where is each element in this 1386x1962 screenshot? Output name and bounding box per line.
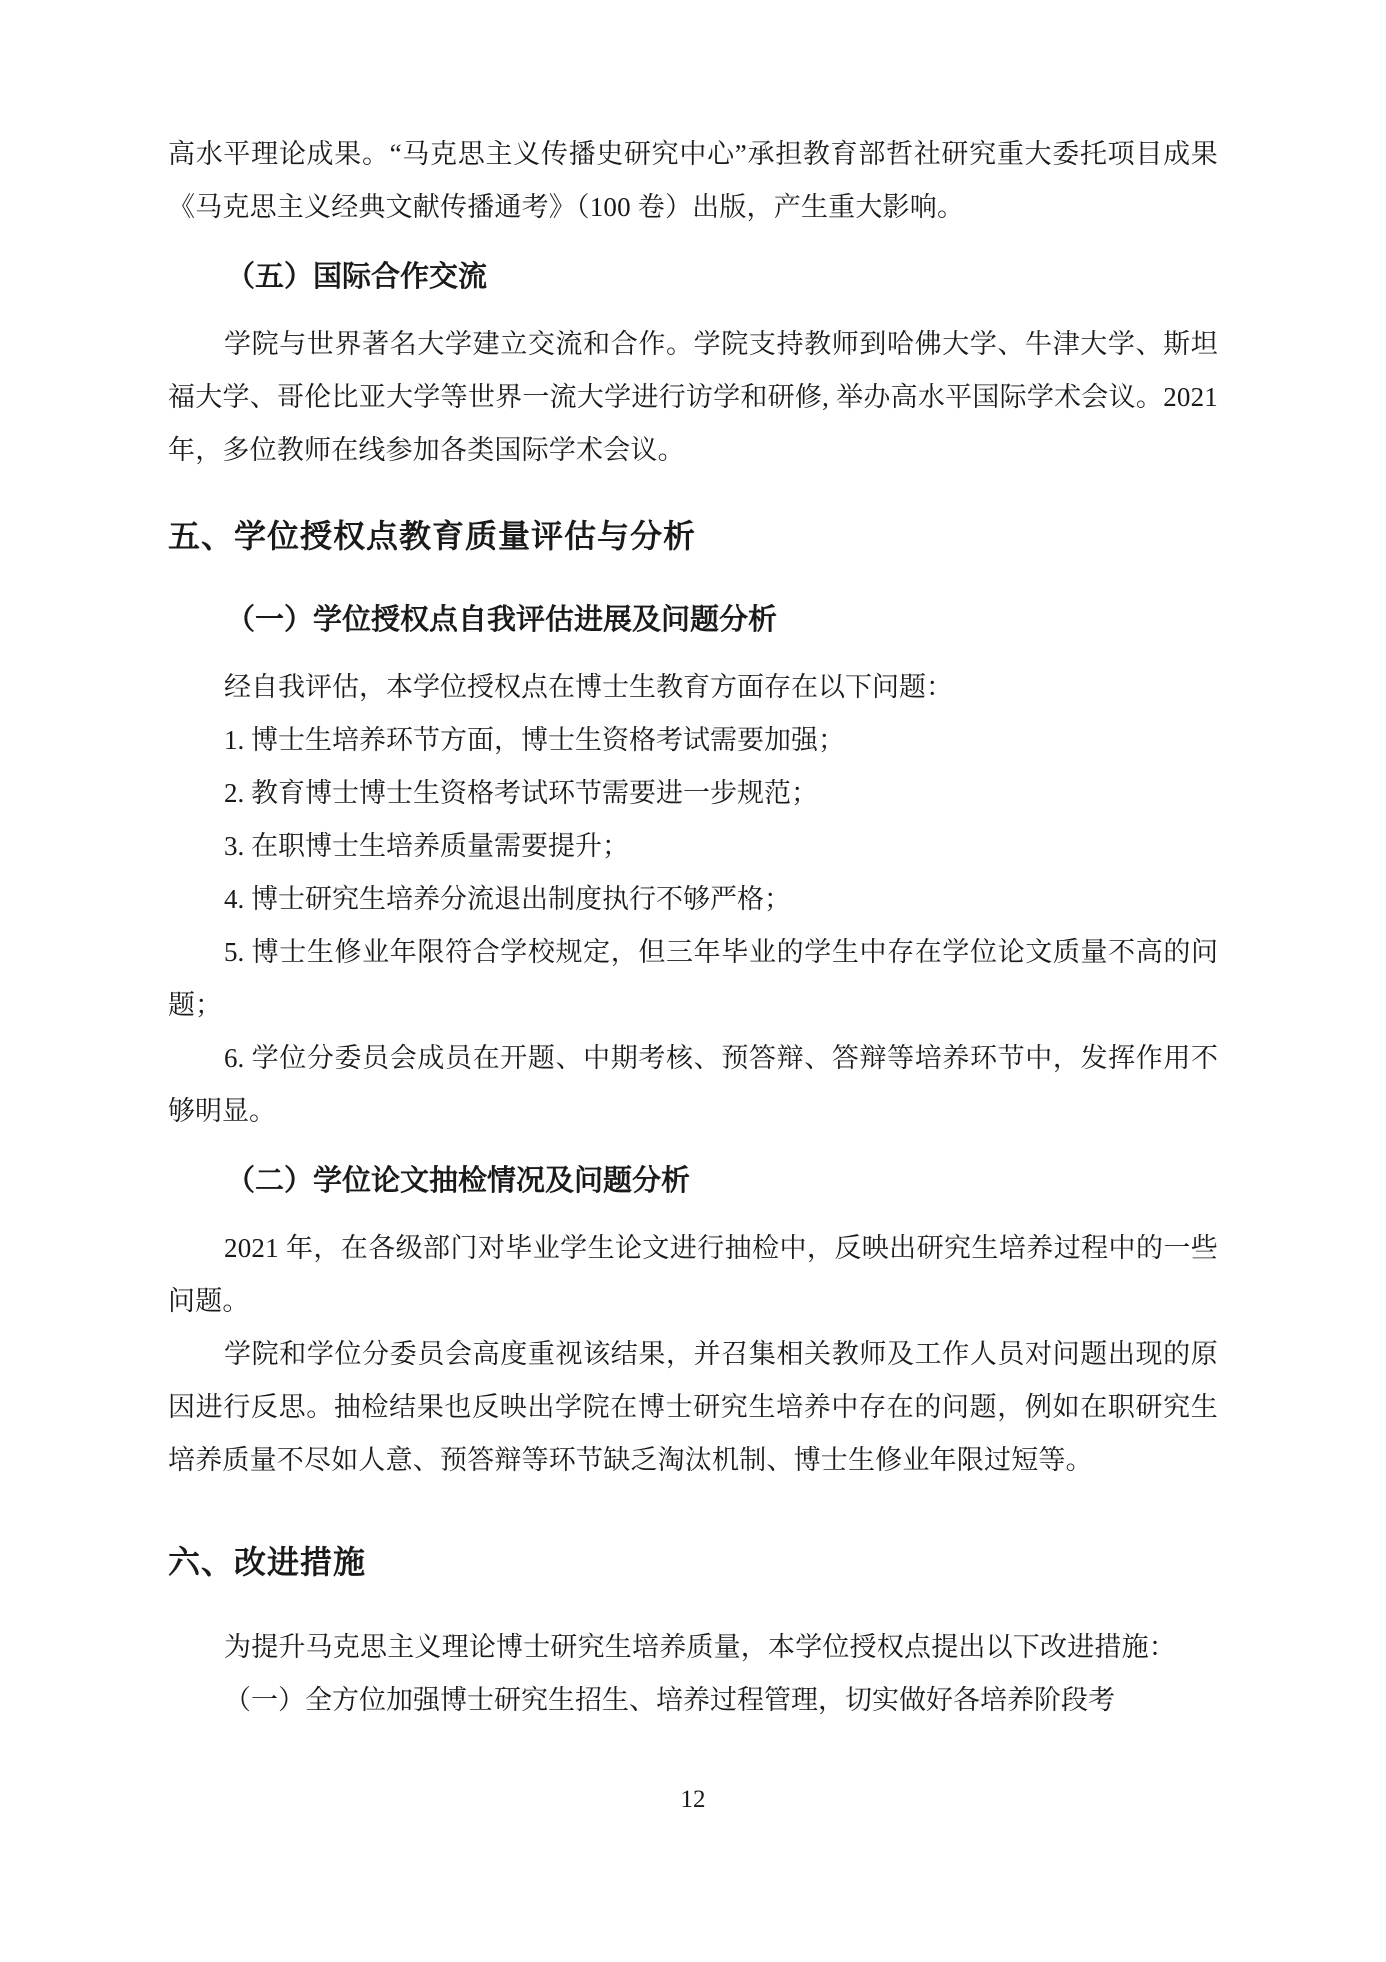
heading-sub-one: （一）学位授权点自我评估进展及问题分析 — [226, 602, 778, 636]
heading-section-five: 五、学位授权点教育质量评估与分析 — [168, 517, 697, 555]
improve-item-1: （一）全方位加强博士研究生招生、培养过程管理，切实做好各培养阶段考 — [224, 1685, 1115, 1715]
list-item-3: 3. 在职博士生培养质量需要提升； — [224, 831, 629, 861]
heading-international-cooperation: （五）国际合作交流 — [226, 259, 488, 293]
page-content — [168, 128, 1218, 1727]
list-item-6: 6. 学位分委员会成员在开题、中期考核、预答辩、答辩等培养环节中，发挥作用不够明显。 — [168, 1043, 1218, 1126]
heading-section-six: 六、改进措施 — [168, 1543, 367, 1581]
spacer — [168, 234, 1218, 252]
spacer — [168, 643, 1218, 661]
paragraph-international-body: 学院与世界著名大学建立交流和合作。学院支持教师到哈佛大学、牛津大学、斯坦福大学、哥伦比亚大学等世界一流大学进行访学和研修, 举办高水平国际学术会议。2021 年，多位教师在线参加各类国际学术会议。 — [168, 329, 1218, 465]
spacer — [168, 1138, 1218, 1156]
spacer — [168, 477, 1218, 511]
spacer — [168, 1204, 1218, 1222]
paragraph-top-continued: 高水平理论成果。“马克思主义传播史研究中心”承担教育部哲社研究重大委托项目成果《马克思主义经典文献传播通考》（100 卷）出版，产生重大影响。 — [168, 139, 1218, 222]
paragraph-improve-intro: 为提升马克思主义理论博士研究生培养质量，本学位授权点提出以下改进措施： — [224, 1632, 1176, 1662]
list-item-4: 4. 博士研究生培养分流退出制度执行不够严格； — [224, 884, 791, 914]
paragraph-sampling-one: 2021 年，在各级部门对毕业学生论文进行抽检中，反映出研究生培养过程中的一些问题。 — [168, 1233, 1218, 1316]
spacer — [168, 300, 1218, 318]
list-item-2: 2. 教育博士博士生资格考试环节需要进一步规范； — [224, 778, 818, 808]
page-number: 12 — [680, 1786, 706, 1813]
heading-sub-two: （二）学位论文抽检情况及问题分析 — [226, 1163, 691, 1197]
spacer — [168, 1487, 1218, 1537]
spacer — [168, 1587, 1218, 1621]
list-item-5: 5. 博士生修业年限符合学校规定，但三年毕业的学生中存在学位论文质量不高的问题； — [168, 937, 1218, 1020]
spacer — [168, 561, 1218, 595]
paragraph-sampling-two: 学院和学位分委员会高度重视该结果，并召集相关教师及工作人员对问题出现的原因进行反思。抽检结果也反映出学院在博士研究生培养中存在的问题，例如在职研究生培养质量不尽如人意、预答辩等环节缺乏淘汰机制、博士生修业年限过短等。 — [168, 1339, 1218, 1475]
list-item-1: 1. 博士生培养环节方面，博士生资格考试需要加强； — [224, 725, 845, 755]
paragraph-self-eval-intro: 经自我评估，本学位授权点在博士生教育方面存在以下问题： — [224, 672, 953, 702]
